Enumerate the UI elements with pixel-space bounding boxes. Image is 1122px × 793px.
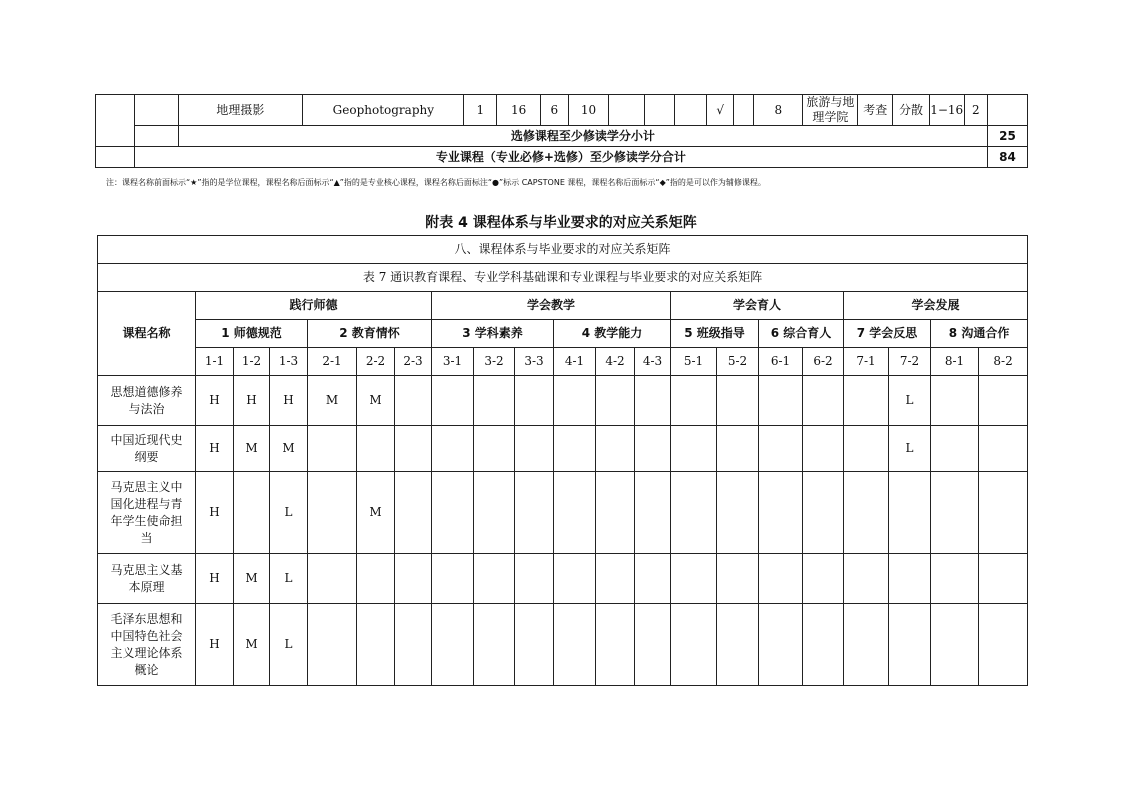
requirement-code-header: 3-2 <box>474 348 515 376</box>
matrix-cell: M <box>234 426 270 472</box>
requirement-code-header: 3-3 <box>515 348 554 376</box>
table-row <box>96 95 1028 126</box>
matrix-cell <box>474 376 515 426</box>
matrix-cell: L <box>889 426 931 472</box>
matrix-cell <box>395 554 432 604</box>
requirement-code-header: 5-2 <box>717 348 759 376</box>
matrix-cell <box>717 554 759 604</box>
matrix-cell <box>432 376 474 426</box>
subgroup-header: 8 沟通合作 <box>931 320 1028 348</box>
table-cell: √ <box>707 95 734 126</box>
matrix-cell <box>979 604 1028 686</box>
matrix-cell <box>554 426 596 472</box>
table-cell: 8 <box>754 95 803 126</box>
requirement-code-header: 7-1 <box>844 348 889 376</box>
matrix-cell <box>803 426 844 472</box>
matrix-cell <box>554 376 596 426</box>
course-name-cell: 思想道德修养与法治 <box>98 376 196 426</box>
matrix-cell <box>844 376 889 426</box>
course-name-cell: 马克思主义基本原理 <box>98 554 196 604</box>
matrix-cell <box>515 472 554 554</box>
table-row <box>98 426 1028 472</box>
matrix-cell <box>979 426 1028 472</box>
matrix-cell <box>803 472 844 554</box>
matrix-cell <box>596 426 635 472</box>
credit-table <box>95 94 1028 168</box>
table-cell <box>134 95 178 126</box>
matrix-cell <box>635 554 671 604</box>
matrix-cell <box>717 376 759 426</box>
matrix-cell <box>979 554 1028 604</box>
matrix-cell: M <box>357 472 395 554</box>
table-cell: 考查 <box>858 95 893 126</box>
section-title: 八、课程体系与毕业要求的对应关系矩阵 <box>98 236 1028 264</box>
matrix-cell <box>474 426 515 472</box>
requirement-code-header: 6-1 <box>759 348 803 376</box>
matrix-cell <box>931 604 979 686</box>
table-row <box>98 554 1028 604</box>
matrix-cell <box>635 426 671 472</box>
matrix-cell <box>432 472 474 554</box>
matrix-cell <box>844 554 889 604</box>
matrix-cell <box>395 376 432 426</box>
matrix-cell <box>515 554 554 604</box>
matrix-cell <box>474 554 515 604</box>
table-cell <box>134 126 178 147</box>
table-row <box>98 320 1028 348</box>
matrix-cell: M <box>357 376 395 426</box>
matrix-cell <box>759 426 803 472</box>
table-cell: 1−16 <box>929 95 964 126</box>
requirement-code-header: 3-1 <box>432 348 474 376</box>
matrix-cell <box>717 604 759 686</box>
table-cell <box>988 95 1028 126</box>
matrix-cell <box>554 554 596 604</box>
requirement-matrix-table <box>97 235 1028 686</box>
matrix-cell <box>671 376 717 426</box>
table-row <box>98 376 1028 426</box>
matrix-cell <box>515 376 554 426</box>
requirement-code-header: 1-3 <box>270 348 308 376</box>
matrix-cell <box>635 376 671 426</box>
matrix-cell <box>308 426 357 472</box>
matrix-cell: M <box>308 376 357 426</box>
group-header: 学会发展 <box>844 292 1028 320</box>
major-total-value: 84 <box>988 147 1028 168</box>
requirement-code-header: 8-2 <box>979 348 1028 376</box>
requirement-code-header: 4-2 <box>596 348 635 376</box>
footnote: 注：课程名称前面标示“★”指的是学位课程，课程名称后面标示“▲”指的是专业核心课程，课程名称后面标注“●”标示 CAPSTONE 课程，课程名称后面标示“◆”指的是可以作为辅修课程。 <box>106 178 766 187</box>
matrix-cell: L <box>270 472 308 554</box>
course-english-name-cell: Geophotography <box>303 95 464 126</box>
subgroup-header: 5 班级指导 <box>671 320 759 348</box>
matrix-cell: H <box>196 426 234 472</box>
matrix-cell <box>759 376 803 426</box>
matrix-cell <box>803 604 844 686</box>
table-cell: 1 <box>464 95 497 126</box>
table-cell: 10 <box>568 95 609 126</box>
matrix-cell <box>515 426 554 472</box>
matrix-cell <box>474 472 515 554</box>
matrix-cell: L <box>270 554 308 604</box>
requirement-code-header: 2-3 <box>395 348 432 376</box>
matrix-cell <box>234 472 270 554</box>
department-cell: 旅游与地理学院 <box>803 95 858 126</box>
subgroup-header: 6 综合育人 <box>759 320 844 348</box>
matrix-cell <box>979 376 1028 426</box>
table-row <box>96 147 1028 168</box>
requirement-code-header: 6-2 <box>803 348 844 376</box>
matrix-cell: H <box>196 472 234 554</box>
matrix-cell <box>596 604 635 686</box>
subgroup-header: 3 学科素养 <box>432 320 554 348</box>
subgroup-header: 4 教学能力 <box>554 320 671 348</box>
table-cell <box>96 95 135 147</box>
table-row <box>98 264 1028 292</box>
table-row <box>98 472 1028 554</box>
matrix-cell <box>889 604 931 686</box>
matrix-cell <box>931 554 979 604</box>
matrix-cell <box>432 554 474 604</box>
matrix-cell <box>931 426 979 472</box>
matrix-cell <box>474 604 515 686</box>
table-cell: 分散 <box>893 95 930 126</box>
table-cell <box>645 95 675 126</box>
matrix-cell <box>395 426 432 472</box>
matrix-cell: M <box>234 554 270 604</box>
matrix-cell <box>844 604 889 686</box>
matrix-cell <box>635 604 671 686</box>
matrix-cell <box>357 554 395 604</box>
group-header: 践行师德 <box>196 292 432 320</box>
requirement-code-header: 2-1 <box>308 348 357 376</box>
matrix-cell <box>759 554 803 604</box>
matrix-cell <box>515 604 554 686</box>
matrix-cell <box>596 554 635 604</box>
requirement-code-header: 4-3 <box>635 348 671 376</box>
matrix-cell: H <box>234 376 270 426</box>
table-row <box>96 126 1028 147</box>
matrix-cell: H <box>270 376 308 426</box>
matrix-cell <box>717 472 759 554</box>
course-name-cell: 地理摄影 <box>178 95 303 126</box>
matrix-cell <box>889 472 931 554</box>
matrix-cell <box>717 426 759 472</box>
matrix-cell: H <box>196 376 234 426</box>
subgroup-header: 7 学会反思 <box>844 320 931 348</box>
matrix-cell <box>803 376 844 426</box>
matrix-cell: H <box>196 604 234 686</box>
course-name-cell: 中国近现代史纲要 <box>98 426 196 472</box>
elective-subtotal-label: 选修课程至少修读学分小计 <box>178 126 987 147</box>
matrix-cell <box>671 554 717 604</box>
elective-subtotal-value: 25 <box>988 126 1028 147</box>
matrix-cell <box>432 426 474 472</box>
matrix-cell: L <box>270 604 308 686</box>
matrix-cell <box>803 554 844 604</box>
matrix-cell <box>759 604 803 686</box>
table-cell <box>96 147 135 168</box>
matrix-cell <box>931 472 979 554</box>
matrix-cell <box>357 426 395 472</box>
matrix-cell <box>635 472 671 554</box>
course-name-cell: 马克思主义中国化进程与青年学生使命担当 <box>98 472 196 554</box>
matrix-cell <box>931 376 979 426</box>
matrix-cell <box>432 604 474 686</box>
requirement-code-header: 7-2 <box>889 348 931 376</box>
matrix-cell: M <box>270 426 308 472</box>
matrix-cell: M <box>234 604 270 686</box>
group-header: 学会育人 <box>671 292 844 320</box>
table-cell: 16 <box>497 95 541 126</box>
table-cell <box>674 95 707 126</box>
table-cell: 2 <box>964 95 987 126</box>
matrix-cell <box>357 604 395 686</box>
matrix-cell <box>759 472 803 554</box>
requirement-code-header: 1-2 <box>234 348 270 376</box>
subgroup-header: 2 教育情怀 <box>308 320 432 348</box>
matrix-cell: H <box>196 554 234 604</box>
subgroup-header: 1 师德规范 <box>196 320 308 348</box>
matrix-cell <box>395 472 432 554</box>
matrix-cell <box>844 426 889 472</box>
requirement-code-header: 4-1 <box>554 348 596 376</box>
group-header: 学会教学 <box>432 292 671 320</box>
course-name-cell: 毛泽东思想和中国特色社会主义理论体系概论 <box>98 604 196 686</box>
requirement-code-header: 1-1 <box>196 348 234 376</box>
appendix-title: 附表 4 课程体系与毕业要求的对应关系矩阵 <box>425 215 697 231</box>
table-cell <box>609 95 645 126</box>
table-row <box>98 236 1028 264</box>
matrix-cell <box>889 554 931 604</box>
matrix-cell <box>844 472 889 554</box>
matrix-cell <box>308 554 357 604</box>
major-total-label: 专业课程（专业必修+选修）至少修读学分合计 <box>134 147 987 168</box>
matrix-cell <box>596 472 635 554</box>
course-name-header: 课程名称 <box>98 292 196 376</box>
table-cell <box>733 95 753 126</box>
table-row <box>98 604 1028 686</box>
table-title: 表 7 通识教育课程、专业学科基础课和专业课程与毕业要求的对应关系矩阵 <box>98 264 1028 292</box>
table-row <box>98 292 1028 320</box>
requirement-code-header: 8-1 <box>931 348 979 376</box>
matrix-cell <box>395 604 432 686</box>
matrix-cell <box>671 604 717 686</box>
matrix-cell: L <box>889 376 931 426</box>
requirement-code-header: 2-2 <box>357 348 395 376</box>
matrix-cell <box>671 472 717 554</box>
matrix-cell <box>308 472 357 554</box>
matrix-cell <box>554 472 596 554</box>
matrix-cell <box>308 604 357 686</box>
requirement-code-header: 5-1 <box>671 348 717 376</box>
matrix-cell <box>554 604 596 686</box>
matrix-cell <box>979 472 1028 554</box>
matrix-cell <box>596 376 635 426</box>
table-row <box>98 348 1028 376</box>
table-cell: 6 <box>541 95 569 126</box>
matrix-cell <box>671 426 717 472</box>
